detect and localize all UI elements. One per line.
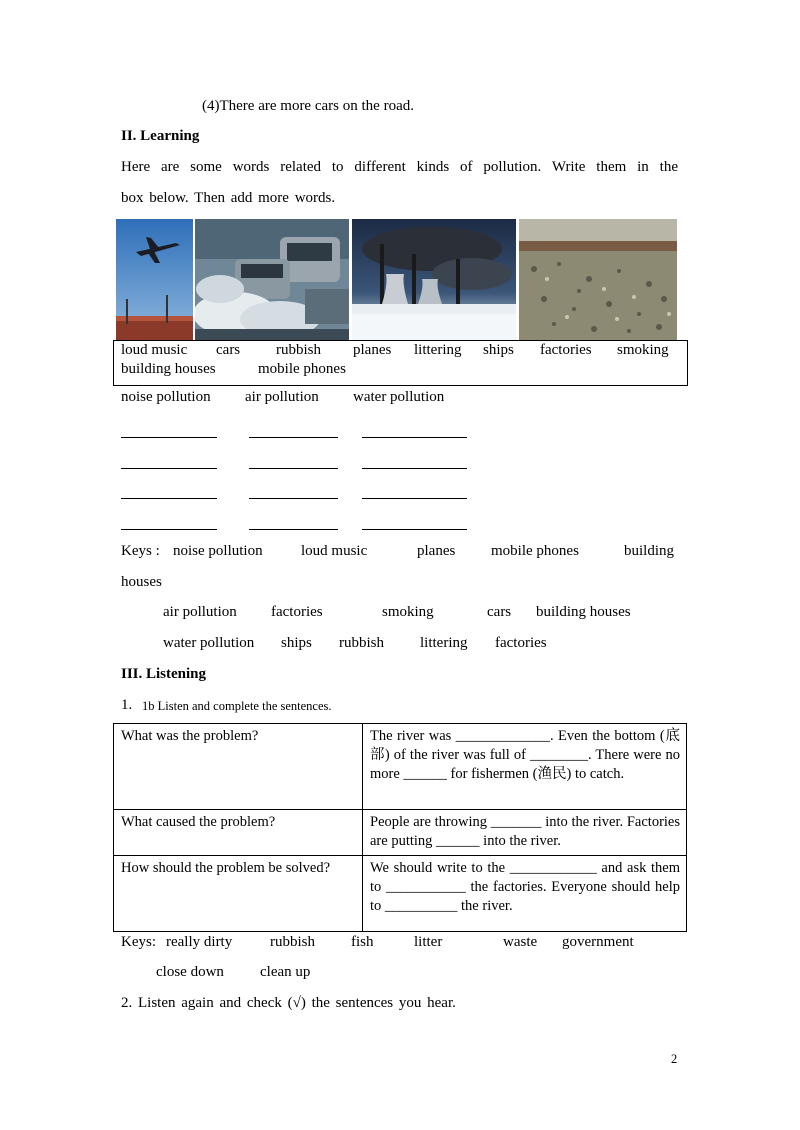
key-word: factories — [495, 635, 547, 651]
table-answer: People are throwing _______ into the river. Factories are putting ______ into the river. — [363, 810, 687, 856]
key-word: government — [562, 934, 634, 950]
table-question: What caused the problem? — [114, 810, 363, 856]
word-box-item: planes — [353, 342, 392, 358]
key-word: water pollution — [163, 635, 255, 651]
key-word: cars — [487, 604, 512, 620]
listening-table — [113, 723, 687, 932]
key-word: air pollution — [163, 604, 237, 620]
blank-line — [249, 529, 338, 530]
item-1-number: 1. — [121, 697, 133, 713]
category-air: air pollution — [245, 389, 319, 405]
key-word: loud music — [301, 543, 368, 559]
key-word: smoking — [382, 604, 434, 620]
table-answer: The river was _____________. Even the bottom (底部) of the river was full of ________. There were no more ______ for fishermen (渔民) to catch. — [363, 724, 687, 810]
key-word: rubbish — [270, 934, 315, 950]
word-box-item: ships — [483, 342, 514, 358]
blank-line — [249, 468, 338, 469]
key-word: mobile phones — [491, 543, 579, 559]
blank-line — [121, 529, 217, 530]
key-word: factories — [271, 604, 323, 620]
word-box-item: smoking — [617, 342, 669, 358]
airplane-photo — [116, 219, 193, 341]
table-question: What was the problem? — [114, 724, 363, 810]
key-word: close down — [156, 964, 224, 980]
key-word: planes — [417, 543, 456, 559]
blank-line — [121, 468, 217, 469]
key-word: noise pollution — [173, 543, 263, 559]
key-word: fish — [351, 934, 374, 950]
blank-line — [362, 437, 467, 438]
blank-line — [121, 498, 217, 499]
keys-label: Keys : — [121, 543, 160, 559]
instruction-line-2: box below. Then add more words. — [121, 190, 336, 206]
key-word: waste — [503, 934, 538, 950]
key-word: really dirty — [166, 934, 233, 950]
blank-line — [362, 498, 467, 499]
word-box-item: littering — [414, 342, 462, 358]
word-box-item: rubbish — [276, 342, 321, 358]
key-word: building — [624, 543, 675, 559]
word-box-item: building houses — [121, 361, 216, 377]
blank-line — [362, 468, 467, 469]
blank-line — [249, 498, 338, 499]
category-water: water pollution — [353, 389, 445, 405]
polluted-water-photo — [519, 219, 677, 341]
table-row — [114, 856, 687, 932]
page-number: 2 — [671, 1052, 678, 1066]
word-box-item: loud music — [121, 342, 188, 358]
section-heading-listening: III. Listening — [121, 666, 207, 682]
word-box-item: cars — [216, 342, 241, 358]
table-row — [114, 724, 687, 810]
key-word: building houses — [536, 604, 631, 620]
word-box-item: factories — [540, 342, 592, 358]
key-word: litter — [414, 934, 443, 950]
key-word: littering — [420, 635, 468, 651]
blank-line — [362, 529, 467, 530]
category-noise: noise pollution — [121, 389, 211, 405]
key-word: ships — [281, 635, 312, 651]
word-box-item: mobile phones — [258, 361, 346, 377]
keys-label: Keys: — [121, 934, 156, 950]
key-word: clean up — [260, 964, 311, 980]
table-question: How should the problem be solved? — [114, 856, 363, 932]
traffic-jam-photo — [195, 219, 349, 341]
key-word: rubbish — [339, 635, 384, 651]
blank-line — [249, 437, 338, 438]
instruction-line-1: Here are some words related to different kinds of pollution. Write them in the — [121, 159, 678, 175]
intro-line: (4)There are more cars on the road. — [202, 98, 414, 114]
section-heading-learning: II. Learning — [121, 128, 200, 144]
item-2-instruction: 2. Listen again and check (√) the sentences you hear. — [121, 995, 456, 1011]
item-1-text: 1b Listen and complete the sentences. — [142, 699, 332, 713]
blank-line — [121, 437, 217, 438]
table-answer: We should write to the ____________ and ask them to ___________ the factories. Everyone should help to __________ the river. — [363, 856, 687, 932]
table-row — [114, 810, 687, 856]
factory-chimneys-photo — [352, 219, 516, 341]
key-word: houses — [121, 574, 162, 590]
